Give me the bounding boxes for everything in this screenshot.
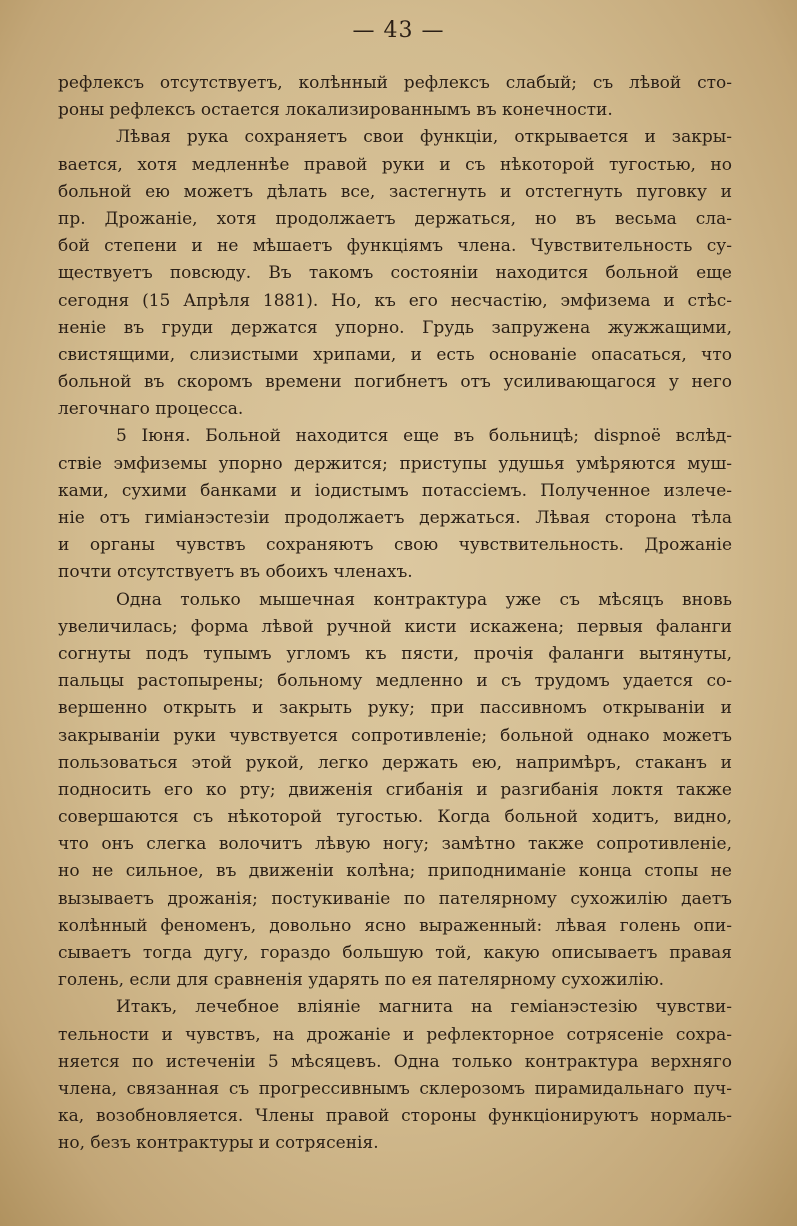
text-line: больной ею можетъ дѣлать все, застегнуть и отстегнуть пуговку и — [58, 181, 732, 202]
text-line: Итакъ, лечебное вліяніе магнита на геміанэстезію чувстви- — [116, 997, 732, 1018]
text-line: подносить его ко рту; движенія сгибанія и разгибанія локтя также — [58, 779, 732, 800]
text-line: Лѣвая рука сохраняетъ свои функціи, открывается и закры- — [116, 127, 732, 148]
paragraph — [58, 124, 732, 423]
text-line: но, безъ контрактуры и сотрясенія. — [58, 1133, 379, 1154]
text-line: увеличилась; форма лѣвой ручной кисти искажена; первыя фаланги — [58, 616, 732, 637]
text-line: легочнаго процесса. — [58, 399, 244, 420]
text-line: ка, возобновляется. Члены правой стороны функціонируютъ нормаль- — [58, 1106, 732, 1127]
text-line: бой степени и не мѣшаетъ функціямъ члена. Чувствительность су- — [58, 236, 732, 257]
text-line: сываетъ тогда дугу, гораздо большую той, какую описываетъ правая — [58, 943, 732, 963]
body-text — [58, 70, 732, 1158]
text-line: что онъ слегка волочитъ лѣвую ногу; замѣтно также сопротивленіе, — [58, 834, 732, 855]
page-number: — 43 — — [352, 18, 445, 43]
text-line: почти отсутствуетъ въ обоихъ членахъ. — [58, 562, 413, 583]
text-line: няется по истеченіи 5 мѣсяцевъ. Одна только контрактура верхняго — [58, 1051, 732, 1072]
text-line: голень, если для сравненія ударять по ея пателярному сухожилію. — [58, 970, 665, 991]
text-line: тельности и чувствъ, на дрожаніе и рефлекторное сотрясеніе сохра- — [58, 1024, 732, 1045]
text-line: больной въ скоромъ времени погибнетъ отъ усиливающагося у него — [58, 372, 732, 393]
text-line: 5 Іюня. Больной находится еще въ больницѣ; dispnoë вслѣд- — [116, 426, 732, 447]
text-line: вается, хотя медленнѣе правой руки и съ нѣкоторой тугостью, но — [58, 154, 732, 175]
paragraph — [58, 70, 732, 124]
text-line: вершенно открыть и закрыть руку; при пассивномъ открываніи и — [58, 698, 732, 719]
text-line: ществуетъ повсюду. Въ такомъ состояніи находится больной еще — [58, 263, 732, 284]
text-line: сегодня (15 Апрѣля 1881). Но, къ его несчастію, эмфизема и стѣс- — [58, 290, 732, 311]
text-line: пальцы растопырены; больному медленно и съ трудомъ удается со- — [58, 671, 732, 692]
paragraph — [58, 423, 732, 586]
text-line: колѣнный феноменъ, довольно ясно выраженный: лѣвая голень опи- — [58, 915, 732, 936]
text-line: ствіе эмфиземы упорно держится; приступы удушья умѣряются муш- — [58, 453, 732, 474]
text-line: закрываніи руки чувствуется сопротивленіе; больной однако можетъ — [58, 725, 732, 746]
text-line: вызываетъ дрожанія; постукиваніе по пателярному сухожилію даетъ — [58, 888, 732, 909]
text-line: ками, сухими банками и іодистымъ потассіемъ. Полученное излече- — [58, 480, 732, 501]
text-line: члена, связанная съ прогрессивнымъ склерозомъ пирамидальнаго пуч- — [58, 1078, 732, 1099]
paragraph — [58, 587, 732, 995]
text-line: ніе отъ гиміанэстезіи продолжаетъ держаться. Лѣвая сторона тѣла — [58, 508, 732, 528]
text-line: согнуты подъ тупымъ угломъ къ пясти, прочія фаланги вытянуты, — [58, 643, 732, 664]
paragraph — [58, 994, 732, 1157]
text-line: и органы чувствъ сохраняютъ свою чувствительность. Дрожаніе — [58, 535, 732, 556]
text-line: роны рефлексъ остается локализированнымъ въ конечности. — [58, 100, 613, 121]
text-line: совершаются съ нѣкоторой тугостью. Когда больной ходитъ, видно, — [58, 807, 732, 828]
text-line: пр. Дрожаніе, хотя продолжаетъ держаться, но въ весьма сла- — [58, 208, 732, 229]
text-line: свистящими, слизистыми хрипами, и есть основаніе опасаться, что — [58, 344, 732, 365]
text-line: но не сильное, въ движеніи колѣна; приподниманіе конца стопы не — [58, 861, 732, 882]
text-line: Одна только мышечная контрактура уже съ мѣсяцъ вновь — [116, 589, 732, 610]
text-line: рефлексъ отсутствуетъ, колѣнный рефлексъ слабый; съ лѣвой сто- — [58, 73, 732, 93]
text-line: пользоваться этой рукой, легко держать ею, напримѣръ, стаканъ и — [58, 752, 732, 773]
text-line: неніе въ груди держатся упорно. Грудь запружена жужжащими, — [58, 317, 732, 338]
